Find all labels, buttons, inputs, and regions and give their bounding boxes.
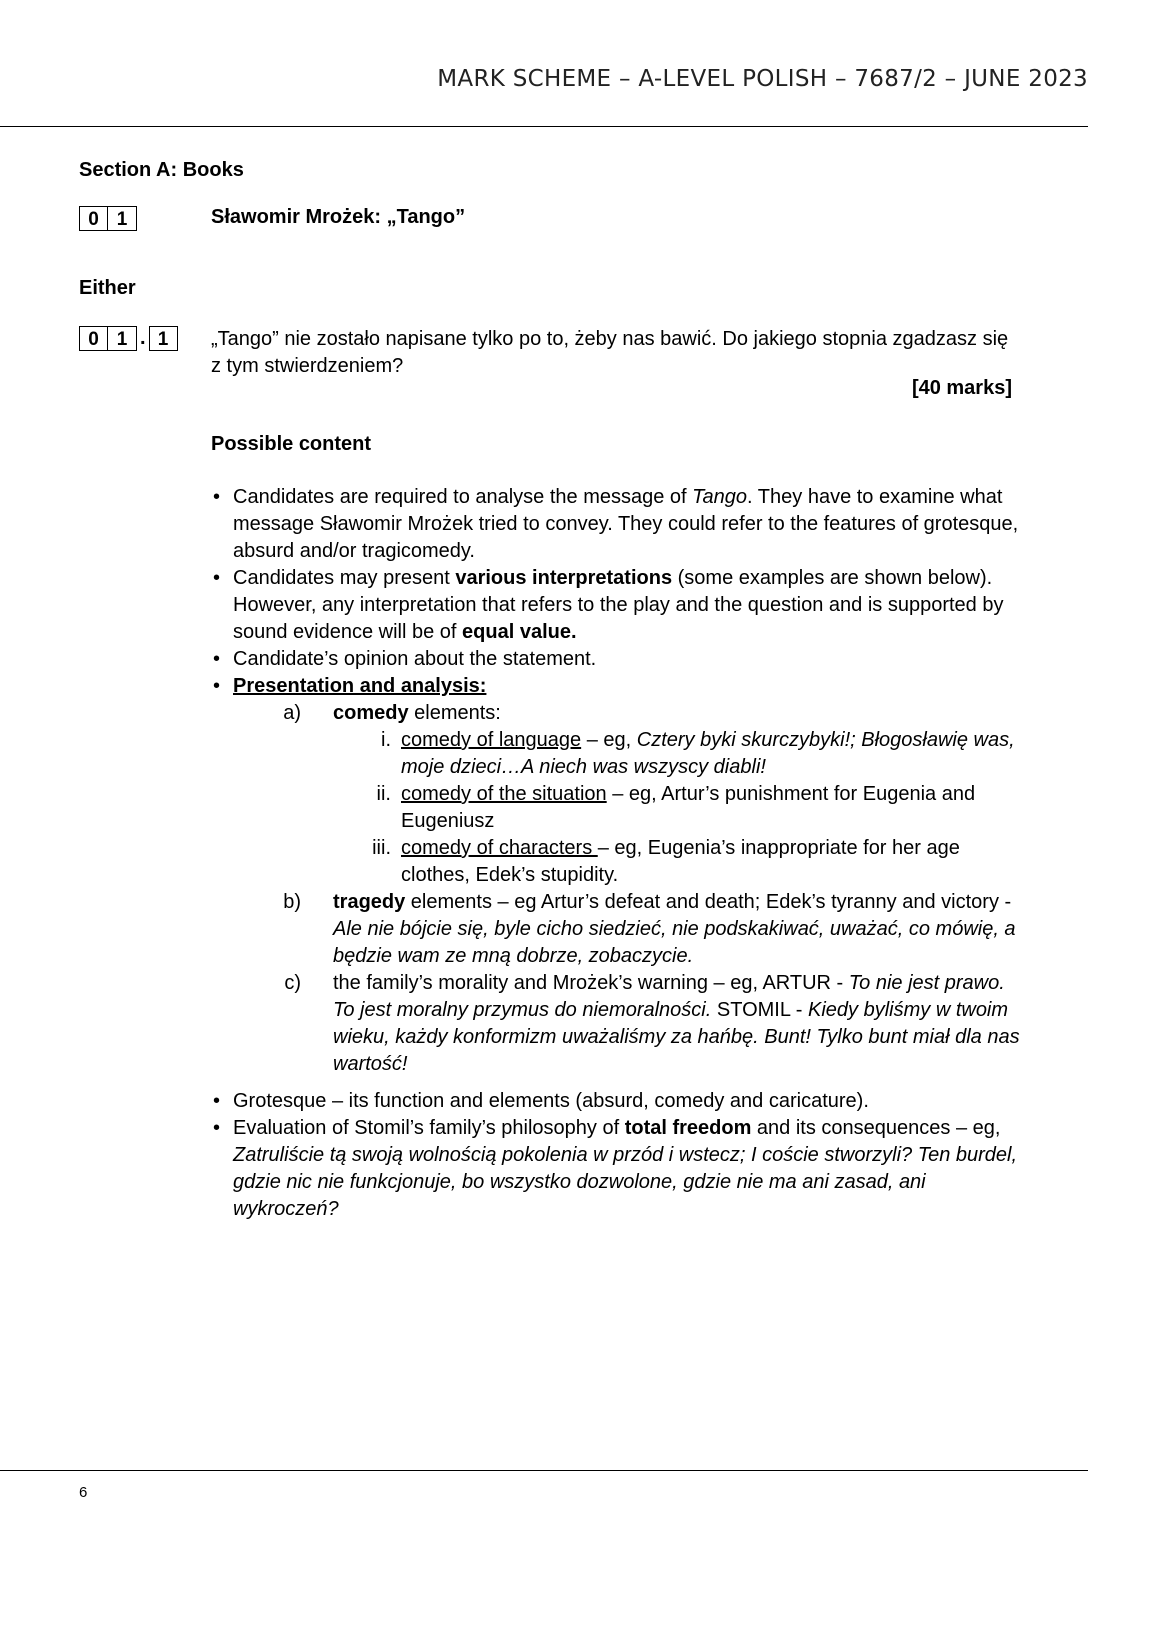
section-heading: Section A: Books xyxy=(79,159,244,181)
page-number: 6 xyxy=(79,1484,88,1501)
digit-box: 1 xyxy=(108,326,137,351)
digit-box: 1 xyxy=(149,326,178,351)
sub-sub-item: i. comedy of language – eg, Cztery byki skurczybyki!; Błogosławię was, moje dzieci…A niech was wszyscy diabli! xyxy=(381,729,1015,778)
running-header: MARK SCHEME – A-LEVEL POLISH – 7687/2 – JUNE 2023 xyxy=(437,66,1088,92)
question-group-number xyxy=(79,206,137,231)
sub-sub-item: ii. comedy of the situation – eg, Artur’s punishment for Eugenia and Eugeniusz xyxy=(376,783,976,832)
list-item: • Evaluation of Stomil’s family’s philosophy of total freedom and its consequences – eg, Zatruliście tą swoją wolnością pokolenia w przód i wstecz; I coście stworzyli? Ten burdel, gdzie nic nie funkcjonuje, bo wszystko dozwolone, gdzie nie ma ani zasad, ani wykroczeń? xyxy=(211,1115,1021,1223)
digit-box: 1 xyxy=(108,206,137,231)
list-item: • Presentation and analysis: a) comedy elements: i. comedy of language – eg, Cztery byki skurczybyki!; Błogosławię was, moje dzieci…A niech was wszyscy diabli! ii. comedy of the situation – eg, Artur’s punishment for Eugenia and Eugeniusz iii. comedy of characters – eg, Eugenia’s inappropriate for her age clothes, Edek’s stupidity. b) tragedy elements – eg Artur’s defeat and death; Edek’s tyranny and victory - Ale nie bójcie się, byle cicho siedzieć, nie podskakiwać, uważać, co mówię, a będzie wam ze mną dobrze, zobaczycie. c) the family’s morality and Mrożek’s warning – eg, ARTUR - To nie jest prawo. To jest moralny przymus do niemoralności. STOMIL - Kiedy byliśmy w twoim wieku, każdy konformizm uważaliśmy za hańbę. Bunt! Tylko bunt miał dla nas wartość! xyxy=(211,673,1021,1078)
possible-content-heading: Possible content xyxy=(211,433,372,455)
number-separator: . xyxy=(140,327,146,349)
question-text: „Tango” nie zostało napisane tylko po to, żeby nas bawić. Do jakiego stopnia zgadzasz się z tym stwierdzeniem? xyxy=(211,328,1009,377)
list-item: • Candidates are required to analyse the message of Tango. They have to examine what message Sławomir Mrożek tried to convey. They could refer to the features of grotesque, absurd and/or tragicomedy. xyxy=(211,484,1021,565)
sub-item-tragedy: b) tragedy elements – eg Artur’s defeat and death; Edek’s tyranny and victory - Ale nie bójcie się, byle cicho siedzieć, nie podskakiwać, uważać, co mówię, a będzie wam ze mną dobrze, zobaczycie. xyxy=(283,891,1016,967)
marks-allocation: [40 marks] xyxy=(911,377,1012,399)
sub-item-comedy: a) comedy elements: i. comedy of language – eg, Cztery byki skurczybyki!; Błogosławię was, moje dzieci…A niech was wszyscy diabli! ii. comedy of the situation – eg, Artur’s punishment for Eugenia and Eugeniusz iii. comedy of characters – eg, Eugenia’s inappropriate for her age clothes, Edek’s stupidity. xyxy=(311,700,1021,889)
sub-sub-item: iii. comedy of characters – eg, Eugenia’s inappropriate for her age clothes, Edek’s stupidity. xyxy=(372,837,960,886)
list-item: • Candidates may present various interpretations (some examples are shown below). However, any interpretation that refers to the play and the question and is supported by sound evidence will be of equal value. xyxy=(211,565,1021,646)
digit-box: 0 xyxy=(79,206,108,231)
question-number xyxy=(79,326,178,351)
sub-item-morality: c) the family’s morality and Mrożek’s warning – eg, ARTUR - To nie jest prawo. To jest moralny przymus do niemoralności. STOMIL - Kiedy byliśmy w twoim wieku, każdy konformizm uważaliśmy za hańbę. Bunt! Tylko bunt miał dla nas wartość! xyxy=(284,972,1020,1075)
list-item: • Grotesque – its function and elements (absurd, comedy and caricature). xyxy=(211,1088,1021,1115)
footer-rule xyxy=(0,1470,1088,1471)
header-rule xyxy=(0,126,1088,127)
digit-box: 0 xyxy=(79,326,108,351)
either-label: Either xyxy=(79,277,136,299)
list-item: • Candidate’s opinion about the statement. xyxy=(211,646,1021,673)
question-group-title: Sławomir Mrożek: „Tango” xyxy=(211,206,466,228)
content-list xyxy=(211,484,1021,1223)
